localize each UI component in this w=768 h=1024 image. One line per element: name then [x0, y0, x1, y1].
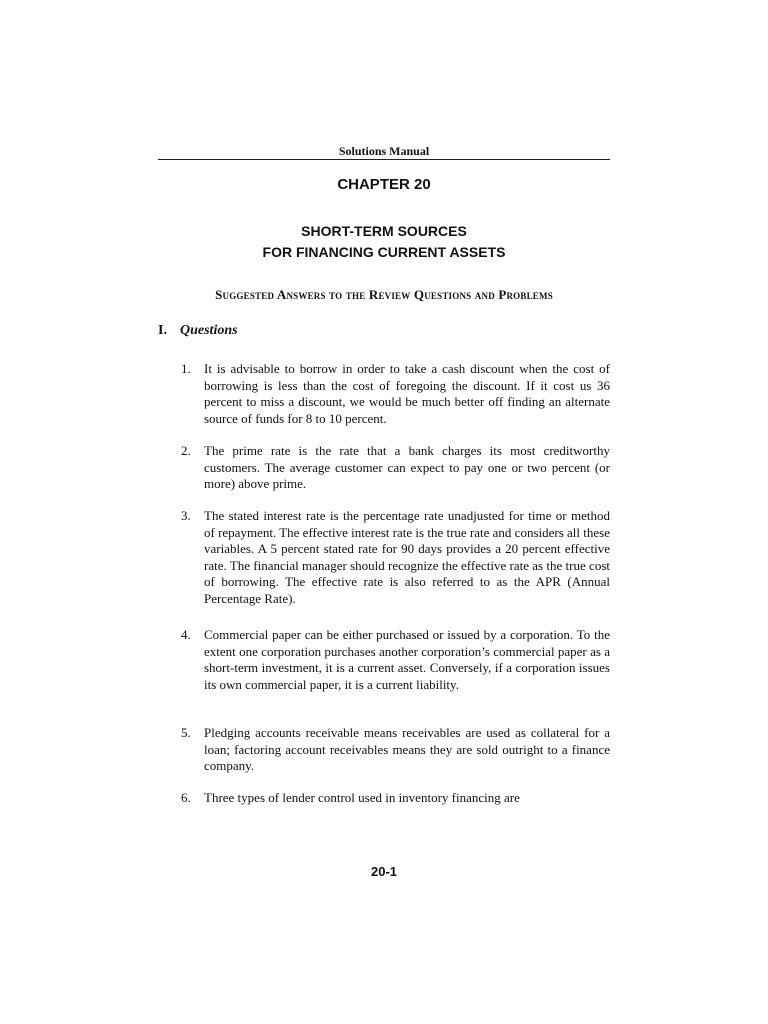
question-text: The prime rate is the rate that a bank charges its most creditworthy customers. The average customer can expect to pay one or two percent (or more) above prime. — [204, 443, 610, 491]
question-item-1 — [181, 361, 610, 427]
question-text: The stated interest rate is the percentage rate unadjusted for time or method of repayment. The effective interest rate is the true rate and considers all these variables. A 5 percent stated rate for 90 days provides a 20 percent effective rate. The financial manager should recognize the effective rate as the true cost of borrowing. The effective rate is also referred to as the APR (Annual Percentage Rate). — [204, 508, 610, 606]
question-item-5 — [181, 725, 610, 775]
question-item-4 — [181, 627, 610, 693]
question-text: Three types of lender control used in inventory financing are — [204, 790, 520, 805]
question-item-2 — [181, 443, 610, 493]
question-text: Pledging accounts receivable means receivables are used as collateral for a loan; factoring account receivables means they are sold outright to a finance company. — [204, 725, 610, 773]
header-rule — [158, 159, 610, 160]
chapter-subtitle: Suggested Answers to the Review Questions and Problems — [215, 287, 553, 302]
question-number: 2. — [181, 443, 191, 458]
chapter-title-line-1: SHORT-TERM SOURCES — [301, 223, 467, 239]
running-head: Solutions Manual — [338, 144, 430, 158]
question-number: 6. — [181, 790, 191, 805]
chapter-title — [158, 221, 610, 263]
question-number: 5. — [181, 725, 191, 740]
section-heading — [158, 323, 238, 339]
section-number: I. — [158, 323, 167, 338]
page-number: 20-1 — [370, 864, 398, 879]
section-label: Questions — [180, 323, 238, 338]
question-item-3 — [181, 508, 610, 607]
question-item-6 — [181, 790, 610, 807]
question-number: 4. — [181, 627, 191, 642]
question-number: 1. — [181, 361, 191, 376]
chapter-title-line-2: FOR FINANCING CURRENT ASSETS — [262, 244, 506, 260]
question-text: Commercial paper can be either purchased or issued by a corporation. To the extent one corporation purchases another corporation’s commercial paper as a short-term investment, it is a current asset. Conversely, if a corporation issues its own commercial paper, it is a current liability. — [204, 627, 610, 692]
question-text: It is advisable to borrow in order to take a cash discount when the cost of borrowing is less than the cost of foregoing the discount. If it cost us 36 percent to miss a discount, we would be much better off finding an alternate source of funds for 8 to 10 percent. — [204, 361, 610, 426]
chapter-label: CHAPTER 20 — [337, 176, 431, 193]
question-number: 3. — [181, 508, 191, 523]
